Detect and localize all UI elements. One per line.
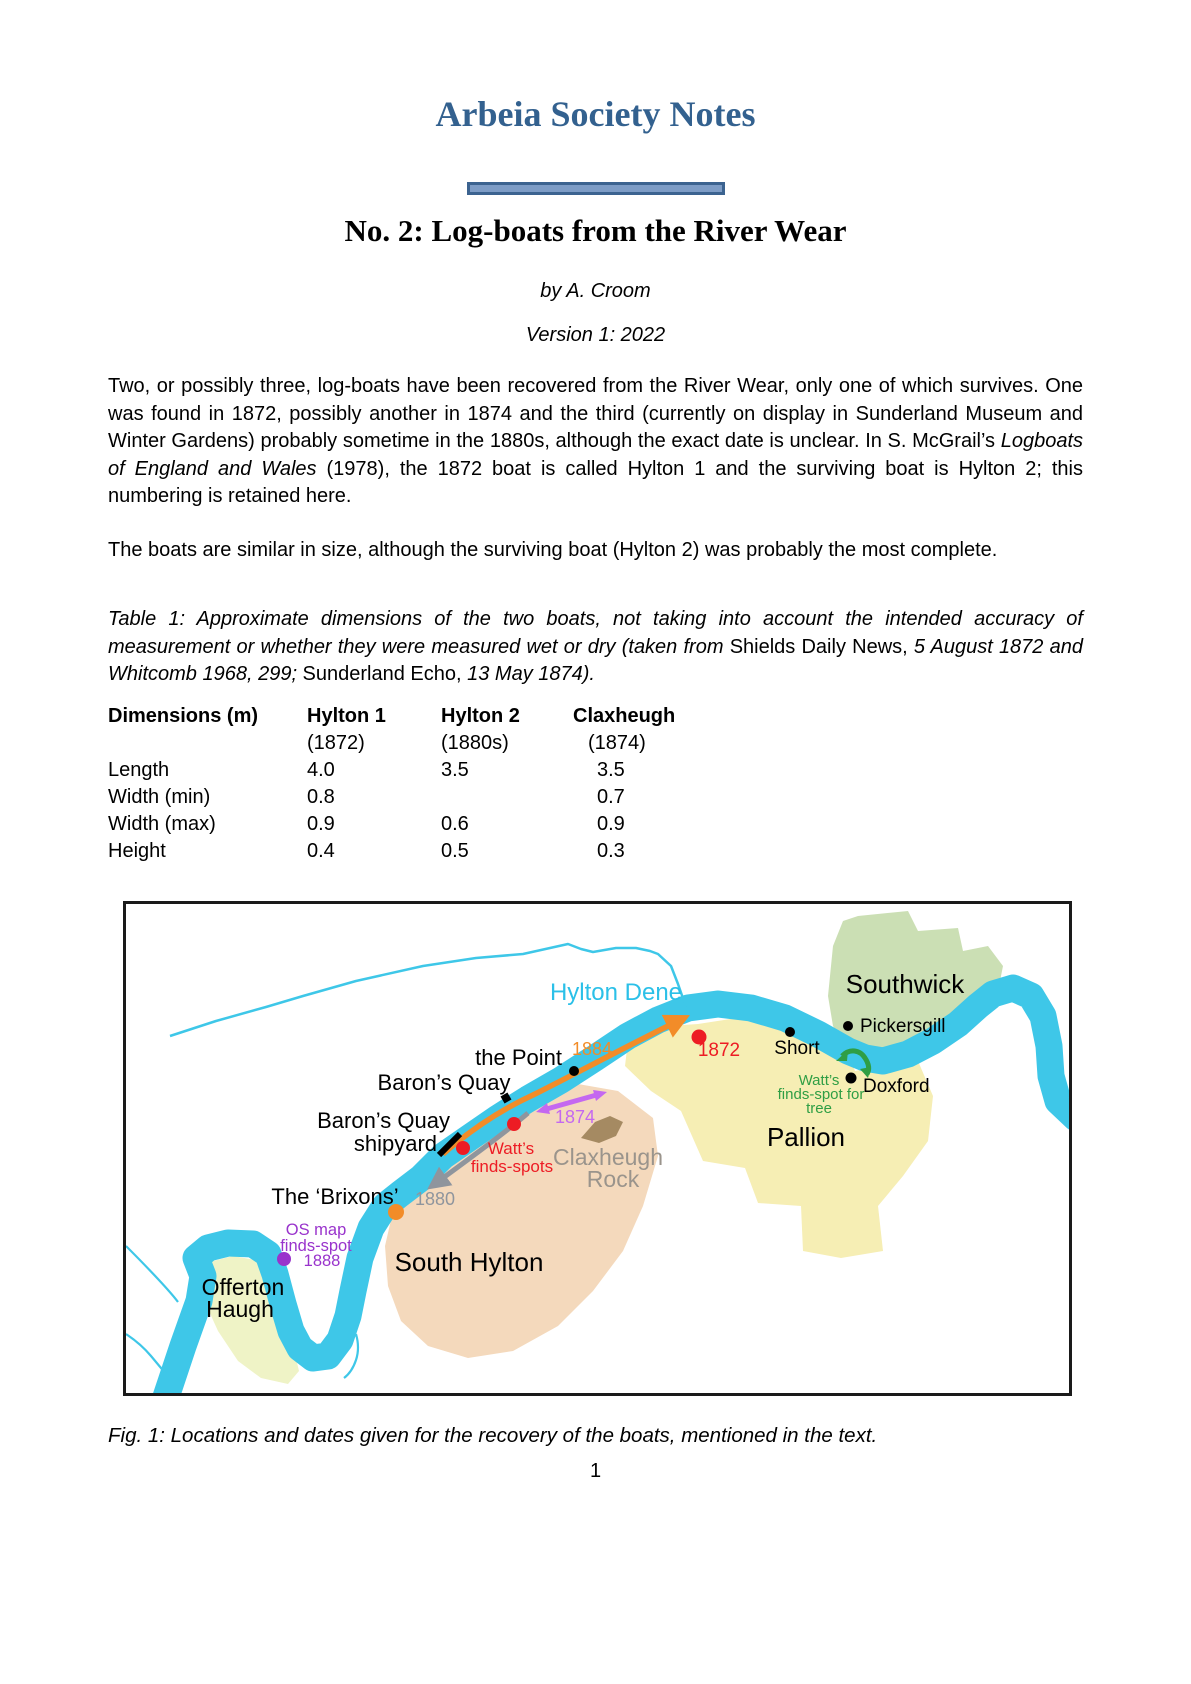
date-1874-label: 1874 bbox=[554, 1106, 596, 1127]
southwick-label: Southwick bbox=[845, 968, 965, 999]
col-header-hylton2: Hylton 2 bbox=[441, 704, 520, 727]
shipyard-label-line2: shipyard bbox=[353, 1130, 437, 1156]
cell-value: 0.4 bbox=[307, 839, 335, 862]
watts-tree-label-line1: Watt’s bbox=[798, 1071, 840, 1089]
version-line: Version 1: 2022 bbox=[525, 324, 666, 346]
pallion-label: Pallion bbox=[766, 1121, 846, 1152]
caption-seg-italic: 13 May 1874). bbox=[467, 663, 595, 685]
stream-west-2 bbox=[126, 1334, 166, 1374]
river-wear-map bbox=[126, 904, 1069, 1393]
watts-tree-label-line2: finds-spot for bbox=[777, 1085, 865, 1103]
page-title: No. 2: Log-boats from the River Wear bbox=[344, 213, 847, 248]
paragraph-1-text: Two, or possibly three, log-boats have been recovered from the River Wear, only one of which survives. One was found in 1872, possibly another in 1874 and the third (currently on display in Sunderland Museum and Winter Gardens) probably sometime in the 1880s, although the exact date is unclear. In S. McGrail’s bbox=[108, 375, 1083, 452]
pickersgill-label: Pickersgill bbox=[860, 1015, 946, 1037]
watts-find-dot-1 bbox=[507, 1117, 521, 1131]
col-header-hylton1: Hylton 1 bbox=[307, 704, 386, 727]
table-header-row bbox=[108, 703, 777, 730]
subheader-hylton2: (1880s) bbox=[441, 731, 509, 754]
table-subheader-row bbox=[108, 730, 777, 757]
watts-finds-label-line2: finds-spots bbox=[470, 1156, 554, 1176]
cell-value: 0.6 bbox=[441, 812, 469, 835]
row-label: Length bbox=[108, 758, 170, 781]
the-point-label: the Point bbox=[475, 1044, 562, 1070]
col-header-claxheugh: Claxheugh bbox=[573, 704, 676, 727]
watts-tree-label-line3: tree bbox=[806, 1099, 832, 1117]
paragraph-1-text-end: (1978), the 1872 boat is called Hylton 1 and the surviving boat is Hylton 2; this numbering is retained here. bbox=[108, 457, 1083, 507]
watts-find-dot-2 bbox=[456, 1141, 470, 1155]
cell-value: 3.5 bbox=[597, 758, 625, 781]
offerton-label-line1: Offerton bbox=[201, 1273, 285, 1300]
pickersgill-dot bbox=[843, 1021, 853, 1031]
south-hylton-label: South Hylton bbox=[394, 1246, 544, 1277]
cell-value: 0.3 bbox=[597, 839, 625, 862]
figure-1-map bbox=[123, 901, 1072, 1396]
series-title: Arbeia Society Notes bbox=[435, 94, 756, 134]
date-1880-label: 1880 bbox=[414, 1188, 456, 1209]
barons-quay-label: Baron’s Quay bbox=[377, 1069, 511, 1095]
cell-value: 0.7 bbox=[597, 785, 625, 808]
cell-value bbox=[441, 784, 573, 811]
hylton-dene-label: Hylton Dene bbox=[549, 978, 683, 1006]
brixons-label: The ‘Brixons’ bbox=[271, 1183, 399, 1209]
stream-west-1 bbox=[126, 1246, 178, 1302]
os-map-label-line3: 1888 bbox=[303, 1251, 341, 1270]
title-divider-bar bbox=[467, 182, 725, 195]
the-point-dot bbox=[569, 1066, 579, 1076]
book-title-italic: Logboats of England and Wales bbox=[108, 430, 1083, 480]
row-label: Width (min) bbox=[108, 785, 211, 808]
cell-value: 0.5 bbox=[441, 839, 469, 862]
page-number: 1 bbox=[589, 1459, 602, 1482]
doxford-label: Doxford bbox=[863, 1075, 930, 1097]
short-dot bbox=[785, 1027, 795, 1037]
paragraph-2: The boats are similar in size, although the surviving boat (Hylton 2) was probably the most complete. bbox=[108, 538, 998, 561]
table-row bbox=[108, 757, 777, 784]
table-row bbox=[108, 784, 777, 811]
table-row bbox=[108, 811, 777, 838]
paragraph-1 bbox=[108, 347, 1083, 511]
cell-value: 0.8 bbox=[307, 785, 335, 808]
date-1872-label: 1872 bbox=[697, 1039, 741, 1061]
shipyard-label-line1: Baron’s Quay bbox=[317, 1107, 450, 1133]
claxheugh-rock-label-line2: Rock bbox=[586, 1165, 640, 1192]
os-map-label-line2: finds-spot bbox=[280, 1236, 352, 1255]
os-map-label-line1: OS map bbox=[285, 1220, 347, 1239]
row-label: Height bbox=[108, 839, 166, 862]
cell-value: 4.0 bbox=[307, 758, 335, 781]
col-header-dimensions: Dimensions (m) bbox=[108, 704, 259, 727]
figure-1-caption: Fig. 1: Locations and dates given for the recovery of the boats, mentioned in the text. bbox=[108, 1423, 878, 1447]
subheader-claxheugh: (1874) bbox=[588, 731, 646, 754]
caption-seg-upright: Sunderland Echo, bbox=[297, 663, 468, 685]
short-label: Short bbox=[774, 1037, 820, 1059]
doxford-dot bbox=[846, 1072, 857, 1083]
byline: by A. Croom bbox=[540, 280, 651, 302]
cell-value: 3.5 bbox=[441, 758, 469, 781]
caption-seg-upright: Shields Daily News, bbox=[729, 635, 914, 658]
cell-value: 0.9 bbox=[307, 812, 335, 835]
watts-finds-label-line1: Watt’s bbox=[487, 1138, 535, 1158]
date-1884-label: 1884 bbox=[571, 1038, 613, 1059]
offerton-label-line2: Haugh bbox=[206, 1295, 274, 1322]
dimensions-table bbox=[108, 703, 777, 865]
row-label: Width (max) bbox=[108, 812, 216, 835]
caption-seg-italic: 5 August 1872 and Whitcomb 1968, 299; bbox=[108, 635, 1083, 685]
subheader-hylton1: (1872) bbox=[307, 731, 365, 754]
cell-value: 0.9 bbox=[597, 812, 625, 835]
table-1-caption bbox=[108, 564, 1083, 689]
claxheugh-rock-label-line1: Claxheugh bbox=[553, 1143, 663, 1170]
table-row bbox=[108, 838, 777, 865]
caption-seg-italic: Table 1: Approximate dimensions of the two boats, not taking into account the intended accuracy of measurement or whether they were measured wet or dry (taken from bbox=[108, 608, 1083, 658]
